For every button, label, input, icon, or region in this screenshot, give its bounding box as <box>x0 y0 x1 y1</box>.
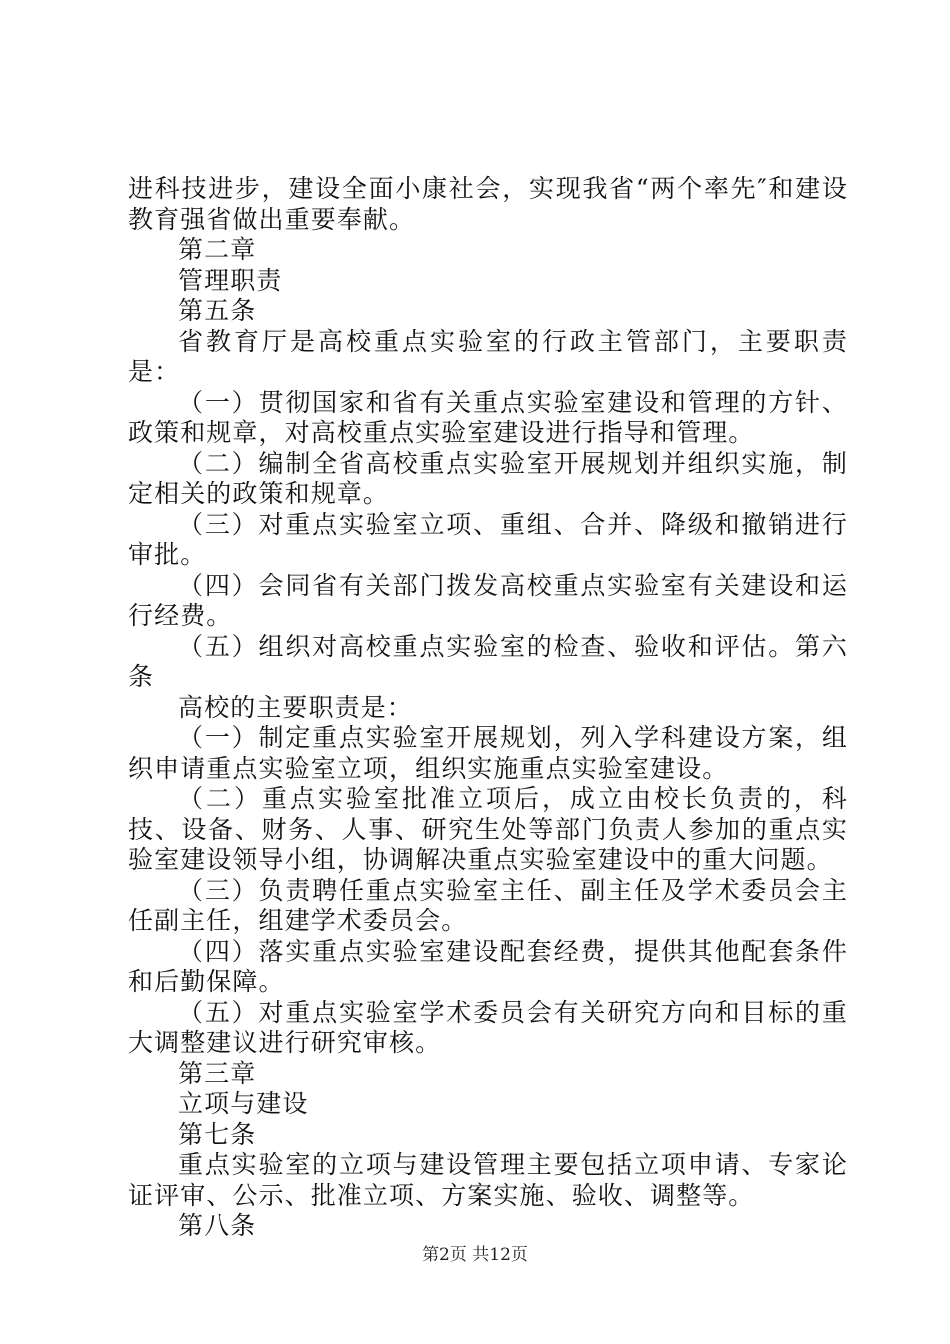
document-body <box>128 174 848 1242</box>
paragraph: 省教育厅是高校重点实验室的行政主管部门，主要职责是： <box>128 326 848 386</box>
list-item: （三）对重点实验室立项、重组、合并、降级和撤销进行审批。 <box>128 509 848 569</box>
paragraph-continuation: 进科技进步，建设全面小康社会，实现我省“两个率先″和建设教育强省做出重要奉献。 <box>128 174 848 234</box>
list-item: （三）负责聘任重点实验室主任、副主任及学术委员会主任副主任，组建学术委员会。 <box>128 875 848 935</box>
list-item: （五）组织对高校重点实验室的检查、验收和评估。第六条 <box>128 631 848 691</box>
list-item: （五）对重点实验室学术委员会有关研究方向和目标的重大调整建议进行研究审核。 <box>128 997 848 1057</box>
list-item: （四）落实重点实验室建设配套经费，提供其他配套条件和后勤保障。 <box>128 936 848 996</box>
article-heading: 第八条 <box>178 1211 257 1240</box>
list-item: （一）贯彻国家和省有关重点实验室建设和管理的方针、政策和规章，对高校重点实验室建设进行指导和管理。 <box>128 387 848 447</box>
page-footer: 第2页 共12页 <box>422 1245 528 1265</box>
list-item: （二）重点实验室批准立项后，成立由校长负责的，科技、设备、财务、人事、研究生处等部门负责人参加的重点实验室建设领导小组，协调解决重点实验室建设中的重大问题。 <box>128 784 848 874</box>
chapter-heading: 第三章 <box>178 1058 257 1088</box>
chapter-title: 立项与建设 <box>178 1089 309 1118</box>
list-item: （二）编制全省高校重点实验室开展规划并组织实施，制定相关的政策和规章。 <box>128 448 848 508</box>
chapter-title: 管理职责 <box>178 265 283 295</box>
list-item: （一）制定重点实验室开展规划，列入学科建设方案，组织申请重点实验室立项，组织实施重点实验室建设。 <box>128 723 848 783</box>
article-heading: 第七条 <box>178 1119 257 1149</box>
list-item: （四）会同省有关部门拨发高校重点实验室有关建设和运行经费。 <box>128 570 848 630</box>
paragraph: 高校的主要职责是： <box>178 692 413 722</box>
chapter-heading: 第二章 <box>178 235 257 264</box>
paragraph: 重点实验室的立项与建设管理主要包括立项申请、专家论证评审、公示、批准立项、方案实施、验收、调整等。 <box>128 1150 848 1210</box>
article-heading: 第五条 <box>178 296 257 325</box>
